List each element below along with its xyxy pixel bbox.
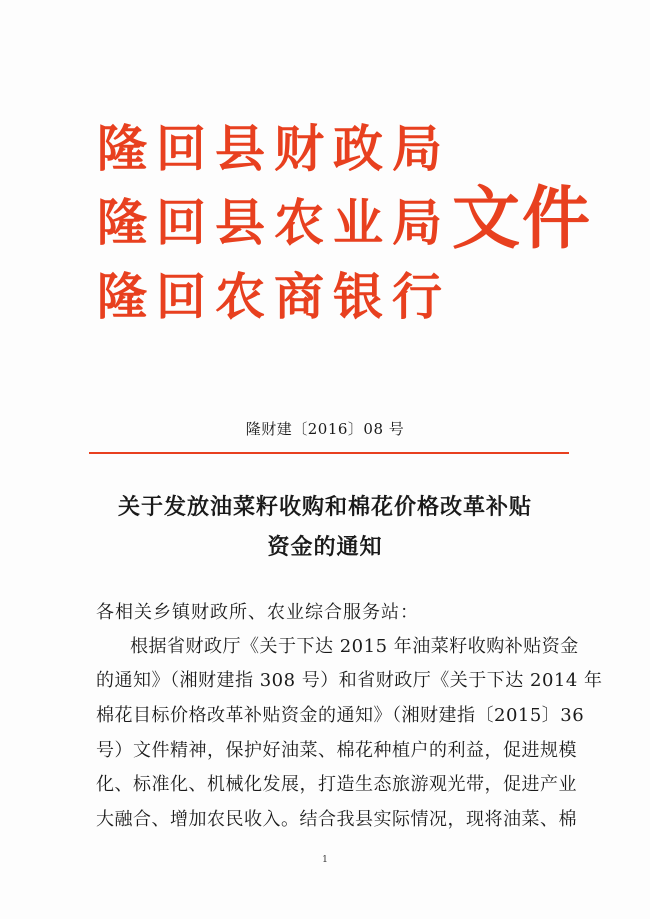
body-line: 号）文件精神，保护好油菜、棉花种植户的利益，促进规模: [96, 740, 577, 761]
document-number: 隆财建〔2016〕08 号: [245, 420, 405, 438]
issuer-agriculture-bureau: 隆回县农业局: [97, 193, 451, 252]
notice-title-line-2: 资金的通知: [267, 534, 383, 560]
body-line: 的通知》（湘财建指 308 号）和省财政厅《关于下达 2014 年: [96, 670, 603, 691]
page-number: 1: [322, 855, 328, 865]
notice-title-line-1: 关于发放油菜籽收购和棉花价格改革补贴: [117, 494, 532, 520]
addressee: 各相关乡镇财政所、农业综合服务站：: [96, 602, 419, 623]
issuer-finance-bureau: 隆回县财政局: [97, 119, 451, 178]
body-line: 棉花目标价格改革补贴资金的通知》（湘财建指〔2015〕36: [96, 705, 585, 726]
body-line: 大融合、增加农民收入。结合我县实际情况，现将油菜、棉: [96, 809, 577, 830]
body-line: 化、标准化、机械化发展，打造生态旅游观光带，促进产业: [96, 774, 577, 795]
red-divider-line: [89, 452, 569, 454]
document-type-label: 文件: [452, 179, 593, 259]
issuing-authorities: [97, 119, 451, 346]
issuer-rural-commercial-bank: 隆回农商银行: [97, 267, 451, 326]
body-line: 根据省财政厅《关于下达 2015 年油菜籽收购补贴资金: [130, 636, 579, 657]
